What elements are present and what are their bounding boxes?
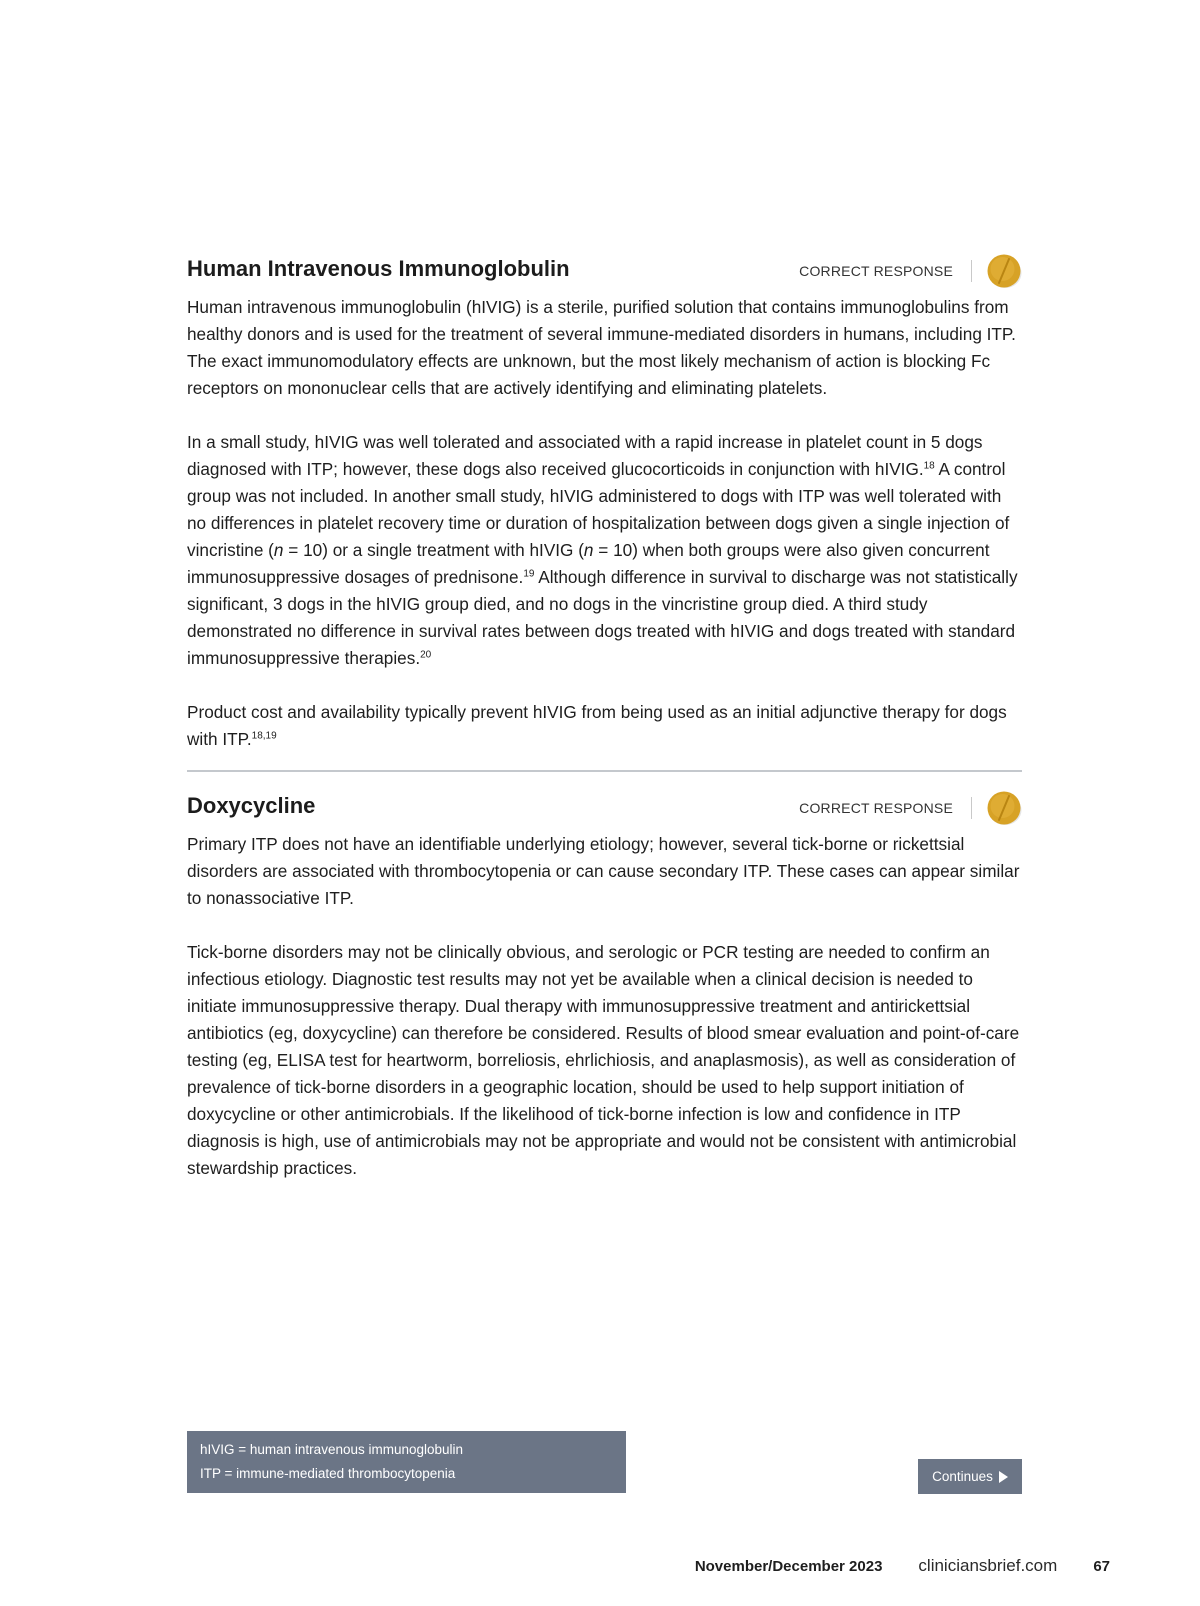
page-number: 67	[1093, 1557, 1110, 1575]
italic-variable: n	[273, 540, 284, 560]
citation-superscript: 19	[523, 568, 535, 580]
citation-superscript: 18	[923, 460, 935, 472]
abbreviation-itp: ITP = immune-mediated thrombocytopenia	[200, 1466, 456, 1481]
correct-response-label: CORRECT RESPONSE	[799, 800, 953, 816]
text-run: Primary ITP does not have an identifiable underlying etiology; however, several tick-borne or rickettsial disorders are associated with thrombocytopenia or can cause secondary ITP. These cases can appear similar to nonassociative ITP.	[187, 834, 1020, 908]
body-paragraph	[187, 831, 1022, 912]
tablet-pill-icon	[986, 790, 1022, 826]
text-run: A control group was not included. In another small study, hIVIG administered to dogs with ITP was well tolerated with no differences in platelet recovery time or duration of hospitalization between dogs given a single injection of vincristine (	[187, 459, 1010, 560]
body-paragraph	[187, 699, 1022, 753]
text-run: = 10) or a single treatment with hIVIG (	[283, 540, 584, 560]
correct-response-indicator	[799, 252, 1022, 290]
correct-response-label: CORRECT RESPONSE	[799, 263, 953, 279]
continues-button[interactable]	[918, 1459, 1022, 1494]
continues-label: Continues	[932, 1469, 993, 1484]
section-title: Doxycycline	[187, 793, 316, 818]
abbreviation-hivig: hIVIG = human intravenous immunoglobulin	[200, 1442, 464, 1457]
section-header	[187, 252, 1022, 294]
text-run: Human intravenous immunoglobulin (hIVIG) is a sterile, purified solution that contains immunoglobulins from healthy donors and is used for the treatment of several immune-mediated disorders in humans, including ITP. The exact immunomodulatory effects are unknown, but the most likely mechanism of action is blocking Fc receptors on mononuclear cells that are actively identifying and eliminating platelets.	[187, 297, 1016, 398]
section-paragraphs	[187, 831, 1022, 1182]
section-hivig	[187, 252, 1022, 780]
body-paragraph	[187, 294, 1022, 402]
site-link[interactable]: cliniciansbrief.com	[918, 1556, 1058, 1575]
body-paragraph	[187, 939, 1022, 1182]
correct-response-indicator	[799, 789, 1022, 827]
abbreviations-box	[187, 1431, 626, 1493]
section-paragraphs	[187, 294, 1022, 753]
text-run: Product cost and availability typically prevent hIVIG from being used as an initial adjunctive therapy for dogs with ITP.	[187, 702, 1007, 749]
citation-superscript: 18,19	[251, 730, 277, 742]
tablet-pill-icon	[986, 253, 1022, 289]
italic-variable: n	[583, 540, 594, 560]
section-header	[187, 789, 1022, 831]
page-footer	[695, 1554, 1110, 1578]
section-title: Human Intravenous Immunoglobulin	[187, 256, 570, 281]
issue-date: November/December 2023	[694, 1557, 883, 1575]
text-run: = 10) when both groups were also given concurrent immunosuppressive dosages of prednisone.	[187, 540, 990, 587]
response-separator	[971, 260, 972, 282]
text-run: In a small study, hIVIG was well tolerated and associated with a rapid increase in platelet count in 5 dogs diagnosed with ITP; however, these dogs also received glucocorticoids in conjunction with hIVIG.	[187, 432, 983, 479]
response-separator	[971, 797, 972, 819]
section-doxycycline	[187, 789, 1022, 1209]
section-divider	[187, 770, 1022, 772]
body-paragraph	[187, 429, 1022, 672]
text-run: Tick-borne disorders may not be clinically obvious, and serologic or PCR testing are needed to confirm an infectious etiology. Diagnostic test results may not yet be available when a clinical decision is needed to initiate immunosuppressive therapy. Dual therapy with immunosuppressive treatment and antirickettsial antibiotics (eg, doxycycline) can therefore be considered. Results of blood smear evaluation and point-of-care testing (eg, ELISA test for heartworm, borreliosis, ehrlichiosis, and anaplasmosis), as well as consideration of prevalence of tick-borne disorders in a geographic location, should be used to help support initiation of doxycycline or other antimicrobials. If the likelihood of tick-borne infection is low and confidence in ITP diagnosis is high, use of antimicrobials may not be appropriate and would not be consistent with antimicrobial stewardship practices.	[187, 942, 1020, 1178]
text-run: Although difference in survival to discharge was not statistically significant, 3 dogs in the hIVIG group died, and no dogs in the vincristine group died. A third study demonstrated no difference in survival rates between dogs treated with hIVIG and dogs treated with standard immunosuppressive therapies.	[187, 567, 1018, 668]
triangle-right-icon	[999, 1471, 1008, 1483]
citation-superscript: 20	[420, 649, 432, 661]
